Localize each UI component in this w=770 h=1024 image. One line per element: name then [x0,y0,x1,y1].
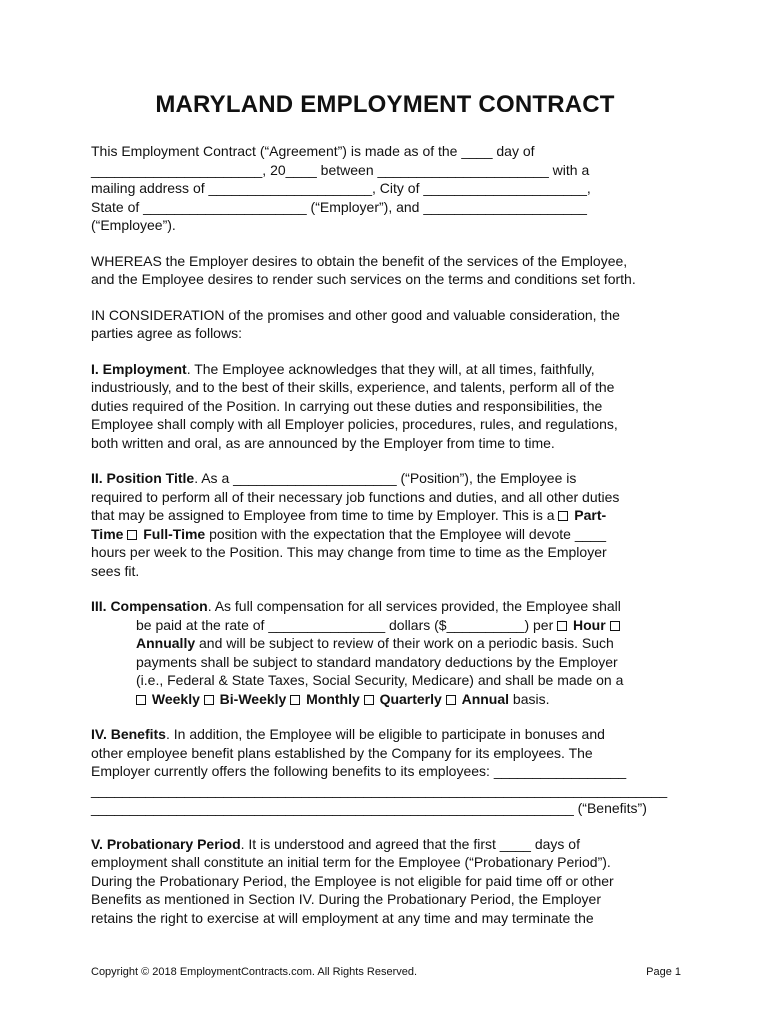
section-line: other employee benefit plans established by the Company for its employees. The [91,744,593,761]
annually-checkbox[interactable] [610,621,620,631]
section-text: basis. [509,690,550,707]
section-text: . In addition, the Employee will be eligible to participate in bonuses and [165,726,605,742]
bi-weekly-checkbox[interactable] [204,695,214,705]
section-text: that may be assigned to Employee from time to time by Employer. This is a [91,507,555,523]
section-position-title [91,469,691,580]
section-benefits [91,725,691,818]
section-line [91,360,691,379]
whereas-line: and the Employee desires to render such services on the terms and conditions set forth. [91,271,636,287]
section-line: payments shall be subject to standard mandatory deductions by the Employer [136,653,618,670]
section-line [91,690,691,709]
section-text: . It is understood and agreed that the first ____ days of [240,835,580,852]
section-line: sees fit. [91,562,140,579]
hour-checkbox[interactable] [557,621,567,631]
section-text: be paid at the rate of _______________ dollars ($__________) per [136,616,554,633]
whereas-line: WHEREAS the Employer desires to obtain the benefit of the services of the Employee, [91,252,628,269]
section-line [91,597,691,616]
section-employment [91,360,691,453]
section-heading: I. Employment [91,360,187,377]
quarterly-checkbox[interactable] [364,695,374,705]
section-line: Benefits as mentioned in Section IV. During the Probationary Period, the Employer [91,891,601,907]
section-line [91,525,691,544]
section-line [91,616,691,635]
annual-label: Annual [461,690,510,707]
section-text: . As full compensation for all services provided, the Employee shall [207,598,621,614]
section-line: hours per week to the Position. This may change from time to time as the Employer [91,544,607,560]
section-line [91,835,691,854]
bi-weekly-label: Bi-Weekly [219,690,287,707]
full-time-checkbox[interactable] [127,530,137,540]
part-time-checkbox[interactable] [558,511,568,521]
document-body [91,142,691,944]
section-text: . The Employee acknowledges that they will, at all times, faithfully, [186,360,595,377]
weekly-checkbox[interactable] [136,695,146,705]
whereas-paragraph [91,252,691,289]
section-line [91,469,691,488]
annual-checkbox[interactable] [446,695,456,705]
page-number: Page 1 [646,966,681,978]
section-heading: IV. Benefits [91,726,166,742]
part-time-label: Part- [574,507,607,523]
section-heading: V. Probationary Period [91,835,241,852]
annually-label: Annually [136,635,196,651]
section-text: position with the expectation that the Employee will devote ____ [205,525,606,542]
section-line: both written and oral, as are announced by the Employer from time to time. [91,434,555,451]
section-line [91,634,691,653]
section-line: retains the right to exercise at will employment at any time and may terminate the [91,909,594,926]
full-time-label: Full-Time [143,525,206,542]
section-line: employment shall constitute an initial term for the Employee (“Probationary Period”). [91,854,611,870]
part-time-label-continued: Time [91,525,124,542]
consideration-paragraph [91,306,691,343]
intro-line: State of _____________________ (“Employer”), and _____________________ [91,198,587,215]
section-line: During the Probationary Period, the Employee is not eligible for paid time off or other [91,872,614,889]
section-line: duties required of the Position. In carrying out these duties and responsibilities, the [91,397,603,414]
section-heading: III. Compensation [91,598,208,614]
intro-line: This Employment Contract (“Agreement”) is made as of the ____ day of [91,143,535,159]
section-line: (i.e., Federal & State Taxes, Social Security, Medicare) and shall be made on a [136,672,624,688]
section-text: . As a _____________________ (“Position”), the Employee is [194,470,577,486]
consideration-line: IN CONSIDERATION of the promises and other good and valuable consideration, the [91,306,620,323]
section-heading: II. Position Title [91,470,195,486]
quarterly-label: Quarterly [379,690,442,707]
weekly-label: Weekly [151,690,200,707]
intro-line: ______________________, 20____ between ______________________ with a [91,161,590,178]
section-compensation [91,597,691,708]
intro-line: mailing address of _____________________, City of _____________________, [91,180,591,196]
section-line: __________________________________________________________________________ [91,781,668,798]
page-footer [91,966,681,978]
section-line: industriously, and to the best of their skills, experience, and talents, perform all of the [91,379,615,395]
copyright-notice: Copyright © 2018 EmploymentContracts.com. All Rights Reserved. [91,966,418,978]
consideration-line: parties agree as follows: [91,325,242,341]
section-line: required to perform all of their necessary job functions and duties, and all other duties [91,488,620,505]
intro-line: (“Employee”). [91,217,176,233]
monthly-label: Monthly [306,690,360,707]
section-line: Employer currently offers the following benefits to its employees: _________________ [91,763,627,779]
section-text: and will be subject to review of their work on a periodic basis. Such [195,635,614,651]
intro-paragraph [91,142,691,235]
document-title: MARYLAND EMPLOYMENT CONTRACT [155,91,615,118]
section-line [91,725,691,744]
monthly-checkbox[interactable] [290,695,300,705]
section-line [91,506,691,525]
section-line: ______________________________________________________________ (“Benefits”) [91,800,647,816]
hour-label: Hour [573,616,606,633]
section-line: Employee shall comply with all Employer policies, procedures, rules, and regulations, [91,416,618,432]
section-probationary-period [91,835,691,928]
